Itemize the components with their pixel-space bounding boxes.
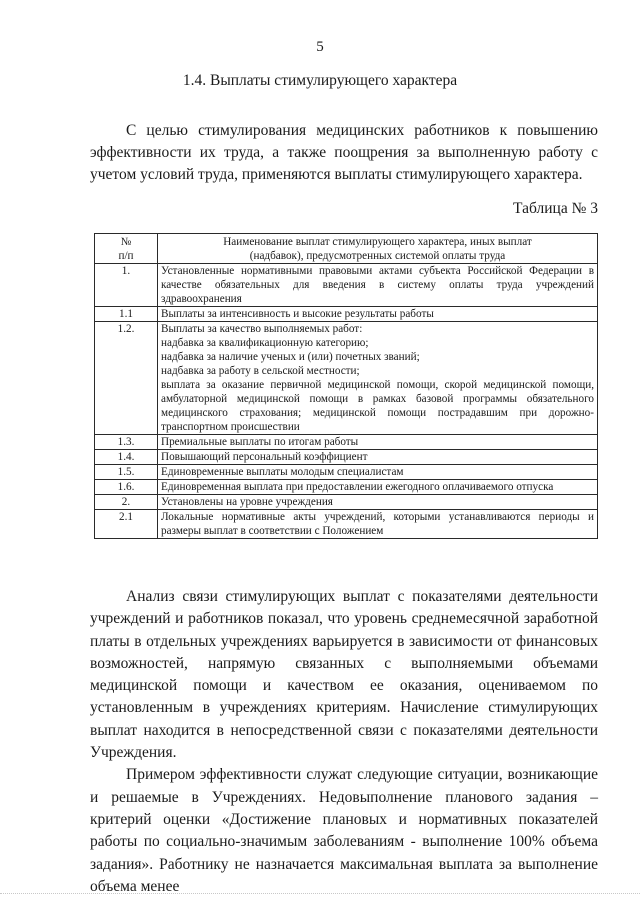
- header-num-line: п/п: [118, 250, 134, 262]
- header-name-line: Наименование выплат стимулирующего характера, иных выплат: [223, 236, 532, 248]
- analysis-section: [90, 586, 598, 898]
- table-row: [95, 264, 598, 307]
- table-row: [95, 307, 598, 322]
- row-name-line: Премиальные выплаты по итогам работы: [161, 436, 359, 448]
- row-number-cell: 1.1: [95, 307, 158, 322]
- header-num-line: №: [120, 236, 132, 248]
- table-body: [95, 264, 598, 539]
- row-name-line: Выплаты за интенсивность и высокие результаты работы: [161, 308, 434, 320]
- row-name-line: Единовременная выплата при предоставлении ежегодного оплачиваемого отпуска: [161, 481, 554, 493]
- table-row: [95, 450, 598, 465]
- payments-table: [94, 233, 598, 539]
- analysis-paragraph: Анализ связи стимулирующих выплат с показателями деятельности учреждений и работников показал, что уровень среднемесячной заработной платы в отдельных учреждениях варьируется в зависимости от финансовых возможностей, напрямую связанных с выполняемыми объемами медицинской помощи и качеством ее оказания, оцениваемом по установленным в учреждениях критериям. Начисление стимулирующих выплат находится в непосредственной связи с показателями деятельности Учреждения.: [90, 588, 598, 762]
- page-number: 5: [316, 39, 324, 55]
- table-row: [95, 435, 598, 450]
- row-name-cell: [158, 435, 598, 450]
- row-number-cell: 1.2.: [95, 322, 158, 435]
- header-name-cell: [158, 234, 598, 264]
- table-row: [95, 480, 598, 495]
- table-row: [95, 465, 598, 480]
- scan-edge-line: [0, 893, 640, 894]
- table-row: [95, 322, 598, 435]
- row-number-cell: 2.1: [95, 510, 158, 539]
- row-name-line: надбавка за наличие ученых и (или) почетных званий;: [161, 351, 420, 363]
- row-name-cell: [158, 465, 598, 480]
- row-name-cell: [158, 264, 598, 307]
- header-num-cell: [95, 234, 158, 264]
- table-caption: Таблица № 3: [513, 200, 598, 217]
- row-name-line: Установленные нормативными правовыми актами субъекта Российской Федерации в качестве обязательных для введения в систему оплаты труда учреждений здравоохранения: [161, 265, 594, 305]
- section-title: 1.4. Выплаты стимулирующего характера: [182, 72, 458, 89]
- table-header-row: [95, 234, 598, 264]
- table-row: [95, 510, 598, 539]
- row-name-line: Локальные нормативные акты учреждений, которыми устанавливаются периоды и размеры выплат в соответствии с Положением: [161, 511, 594, 537]
- row-number-cell: 2.: [95, 495, 158, 510]
- row-name-cell: [158, 480, 598, 495]
- row-number-cell: 1.6.: [95, 480, 158, 495]
- row-number-cell: 1.4.: [95, 450, 158, 465]
- row-name-cell: [158, 450, 598, 465]
- row-name-cell: [158, 510, 598, 539]
- intro-paragraph: С целью стимулирования медицинских работников к повышению эффективности их труда, а также поощрения за выполненную работу с учетом условий труда, применяются выплаты стимулирующего характера.: [90, 122, 598, 183]
- row-name-cell: [158, 307, 598, 322]
- analysis-paragraph: Примером эффективности служат следующие ситуации, возникающие и решаемые в Учреждениях. Недовыполнение планового задания – критерий оценки «Достижение плановых и нормативных показателей работы по социально-значимым заболеваниям - выполнение 100% объема задания». Работнику не назначается максимальная выплата за выполнение объема менее: [90, 766, 598, 895]
- row-name-line: Единовременные выплаты молодым специалистам: [161, 466, 404, 478]
- row-name-cell: [158, 495, 598, 510]
- row-name-line: надбавка за квалификационную категорию;: [161, 337, 369, 349]
- row-name-line: Выплаты за качество выполняемых работ:: [161, 323, 363, 335]
- row-number-cell: 1.5.: [95, 465, 158, 480]
- table-row: [95, 495, 598, 510]
- row-name-line: надбавка за работу в сельской местности;: [161, 365, 360, 377]
- header-name-line: (надбавок), предусмотренных системой оплаты труда: [249, 250, 506, 262]
- row-number-cell: 1.: [95, 264, 158, 307]
- row-name-line: Установлены на уровне учреждения: [161, 496, 333, 508]
- row-number-cell: 1.3.: [95, 435, 158, 450]
- row-name-cell: [158, 322, 598, 435]
- row-name-line: Повышающий персональный коэффициент: [161, 451, 368, 463]
- row-name-line: выплата за оказание первичной медицинской помощи, скорой медицинской помощи, амбулаторной медицинской помощи в рамках базовой программы обязательного медицинского страхования; медицинской помощи пострадавшим при дорожно-транспортном происшествии: [161, 379, 594, 433]
